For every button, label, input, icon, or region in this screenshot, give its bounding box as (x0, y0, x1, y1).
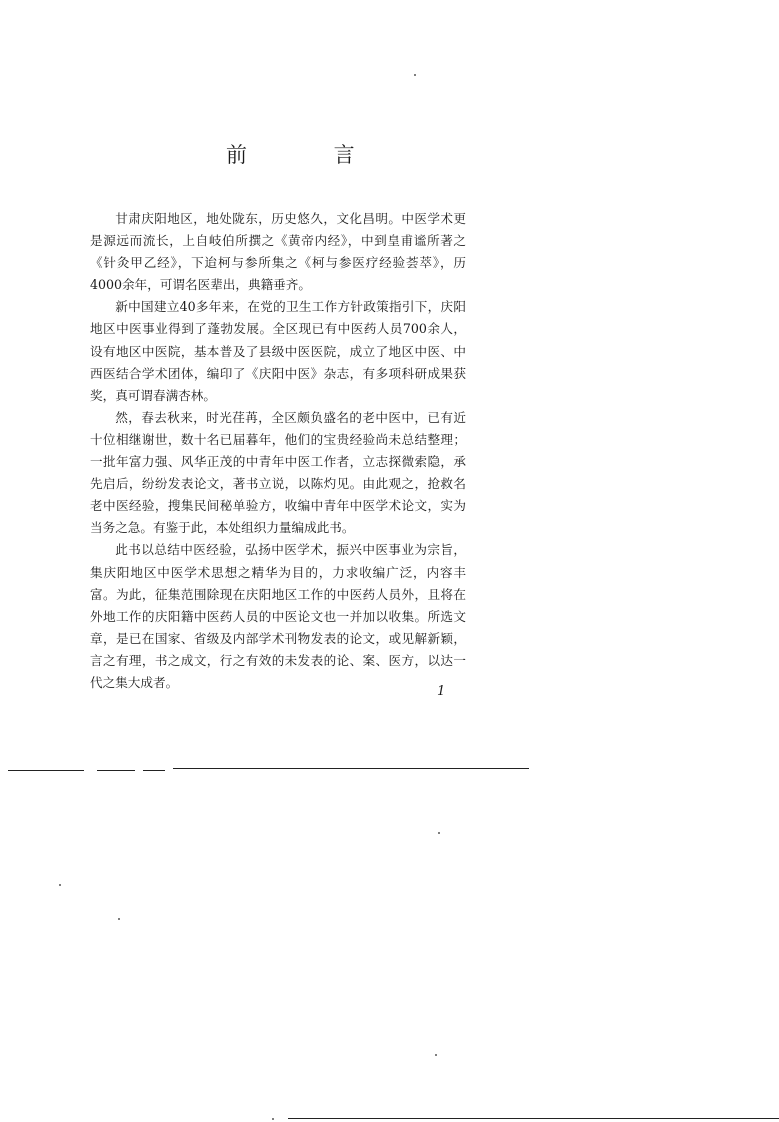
scan-rule (97, 770, 135, 771)
scan-speck (435, 1054, 437, 1056)
paragraph: 此书以总结中医经验，弘扬中医学术，振兴中医事业为宗旨，集庆阳地区中医学术思想之精华为目的，力求收编广泛，内容丰富。为此，征集范围除现在庆阳地区工作的中医药人员外，且将在外地工作的庆阳籍中医药人员的中医论文也一并加以收集。所选文章，是已在国家、省级及内部学术刊物发表的论文，或见解新颖，言之有理，书之成文，行之有效的未发表的论、案、医方，以达一代之集大成者。 (90, 542, 466, 690)
scan-rule (288, 1118, 779, 1119)
paragraph: 新中国建立40多年来，在党的卫生工作方针政策指引下，庆阳地区中医事业得到了蓬勃发展。全区现已有中医药人员700余人，设有地区中医院，基本普及了县级中医医院，成立了地区中医、中西医结合学术团体，编印了《庆阳中医》杂志，有多项科研成果获奖，真可谓春满杏林。 (90, 299, 466, 403)
scan-rule (143, 770, 165, 771)
scan-speck (272, 1118, 274, 1120)
paragraph: 甘肃庆阳地区，地处陇东，历史悠久，文化昌明。中医学术更是源远而流长，上自岐伯所撰之《黄帝内经》，中到皇甫谧所著之《针灸甲乙经》，下迨柯与参所集之《柯与参医疗经验荟萃》，历4000余年，可谓名医辈出，典籍垂齐。 (90, 211, 466, 293)
page-title: 前 言 (226, 143, 395, 167)
scan-speck (438, 832, 440, 834)
scan-speck (414, 74, 416, 76)
scan-rule (173, 768, 529, 769)
scan-speck (59, 884, 61, 886)
preface-body (90, 208, 466, 694)
paragraph: 然，春去秋来，时光荏苒，全区颇负盛名的老中医中，已有近十位相继谢世，数十名已届暮年，他们的宝贵经验尚未总结整理；一批年富力强、风华正茂的中青年中医工作者，立志探微索隐，承先启后，纷纷发表论文，著书立说，以陈灼见。由此观之，抢救名老中医经验，搜集民间秘单验方，收编中青年中医学术论文，实为当务之急。有鉴于此，本处组织力量编成此书。 (90, 409, 466, 536)
page-number: 1 (437, 684, 446, 699)
scan-speck (118, 918, 120, 920)
scan-rule (8, 770, 84, 771)
